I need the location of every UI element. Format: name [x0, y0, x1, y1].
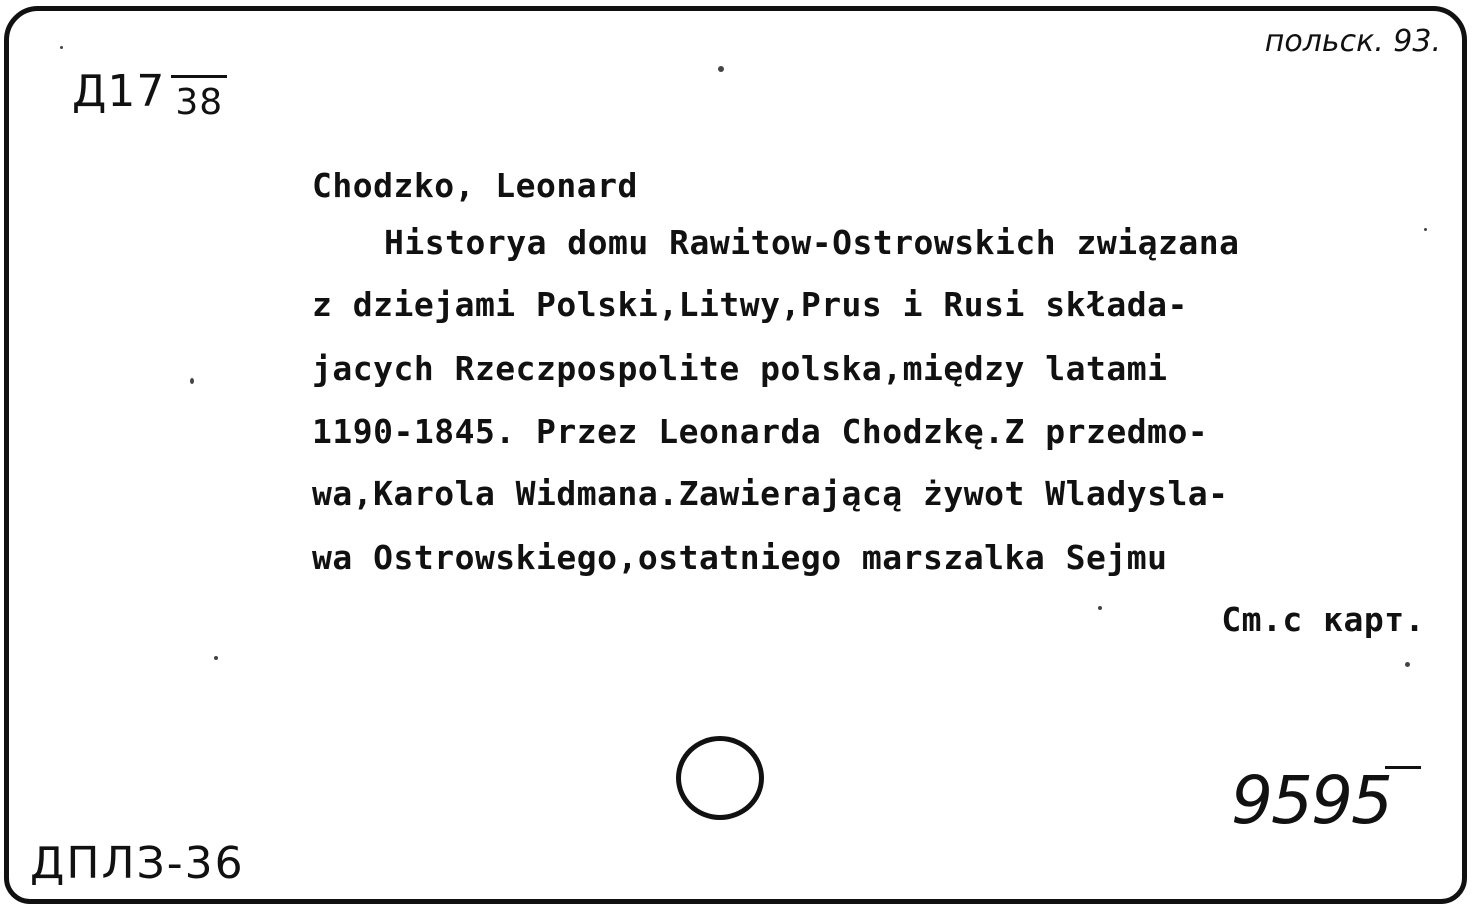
punch-hole — [676, 736, 764, 820]
scan-speck — [1098, 606, 1102, 610]
description-line: jacych Rzeczpospolite polska,między latami — [312, 349, 1168, 388]
shelf-code-sub: 38 — [171, 75, 227, 123]
see-also-note: Cm.c карт. — [1221, 600, 1425, 639]
description-line: Historya domu Rawitow-Ostrowskich związana — [384, 223, 1240, 262]
scan-speck — [60, 46, 63, 49]
description-line: wa Ostrowskiego,ostatniego marszalka Sejmu — [312, 538, 1168, 577]
scan-speck — [190, 378, 194, 384]
scan-speck — [1405, 662, 1410, 667]
scan-speck — [718, 66, 724, 72]
archive-code: ДПЛЗ-36 — [30, 838, 245, 889]
language-note: польск. 93. — [1264, 24, 1441, 59]
description-line: wa,Karola Widmana.Zawierającą żywot Wladysla- — [312, 474, 1229, 513]
author-name: Chodzko, Leonard — [312, 166, 638, 205]
inventory-number: 9595 — [1231, 762, 1391, 839]
description-line: 1190-1845. Przez Leonarda Chodzkę.Z przedmo- — [312, 412, 1209, 451]
shelf-code — [72, 66, 227, 123]
scan-speck — [1424, 228, 1427, 231]
description-line: z dziejami Polski,Litwy,Prus i Rusi składa- — [312, 285, 1188, 324]
scan-speck — [214, 656, 218, 660]
shelf-code-main: Д17 — [72, 66, 166, 117]
